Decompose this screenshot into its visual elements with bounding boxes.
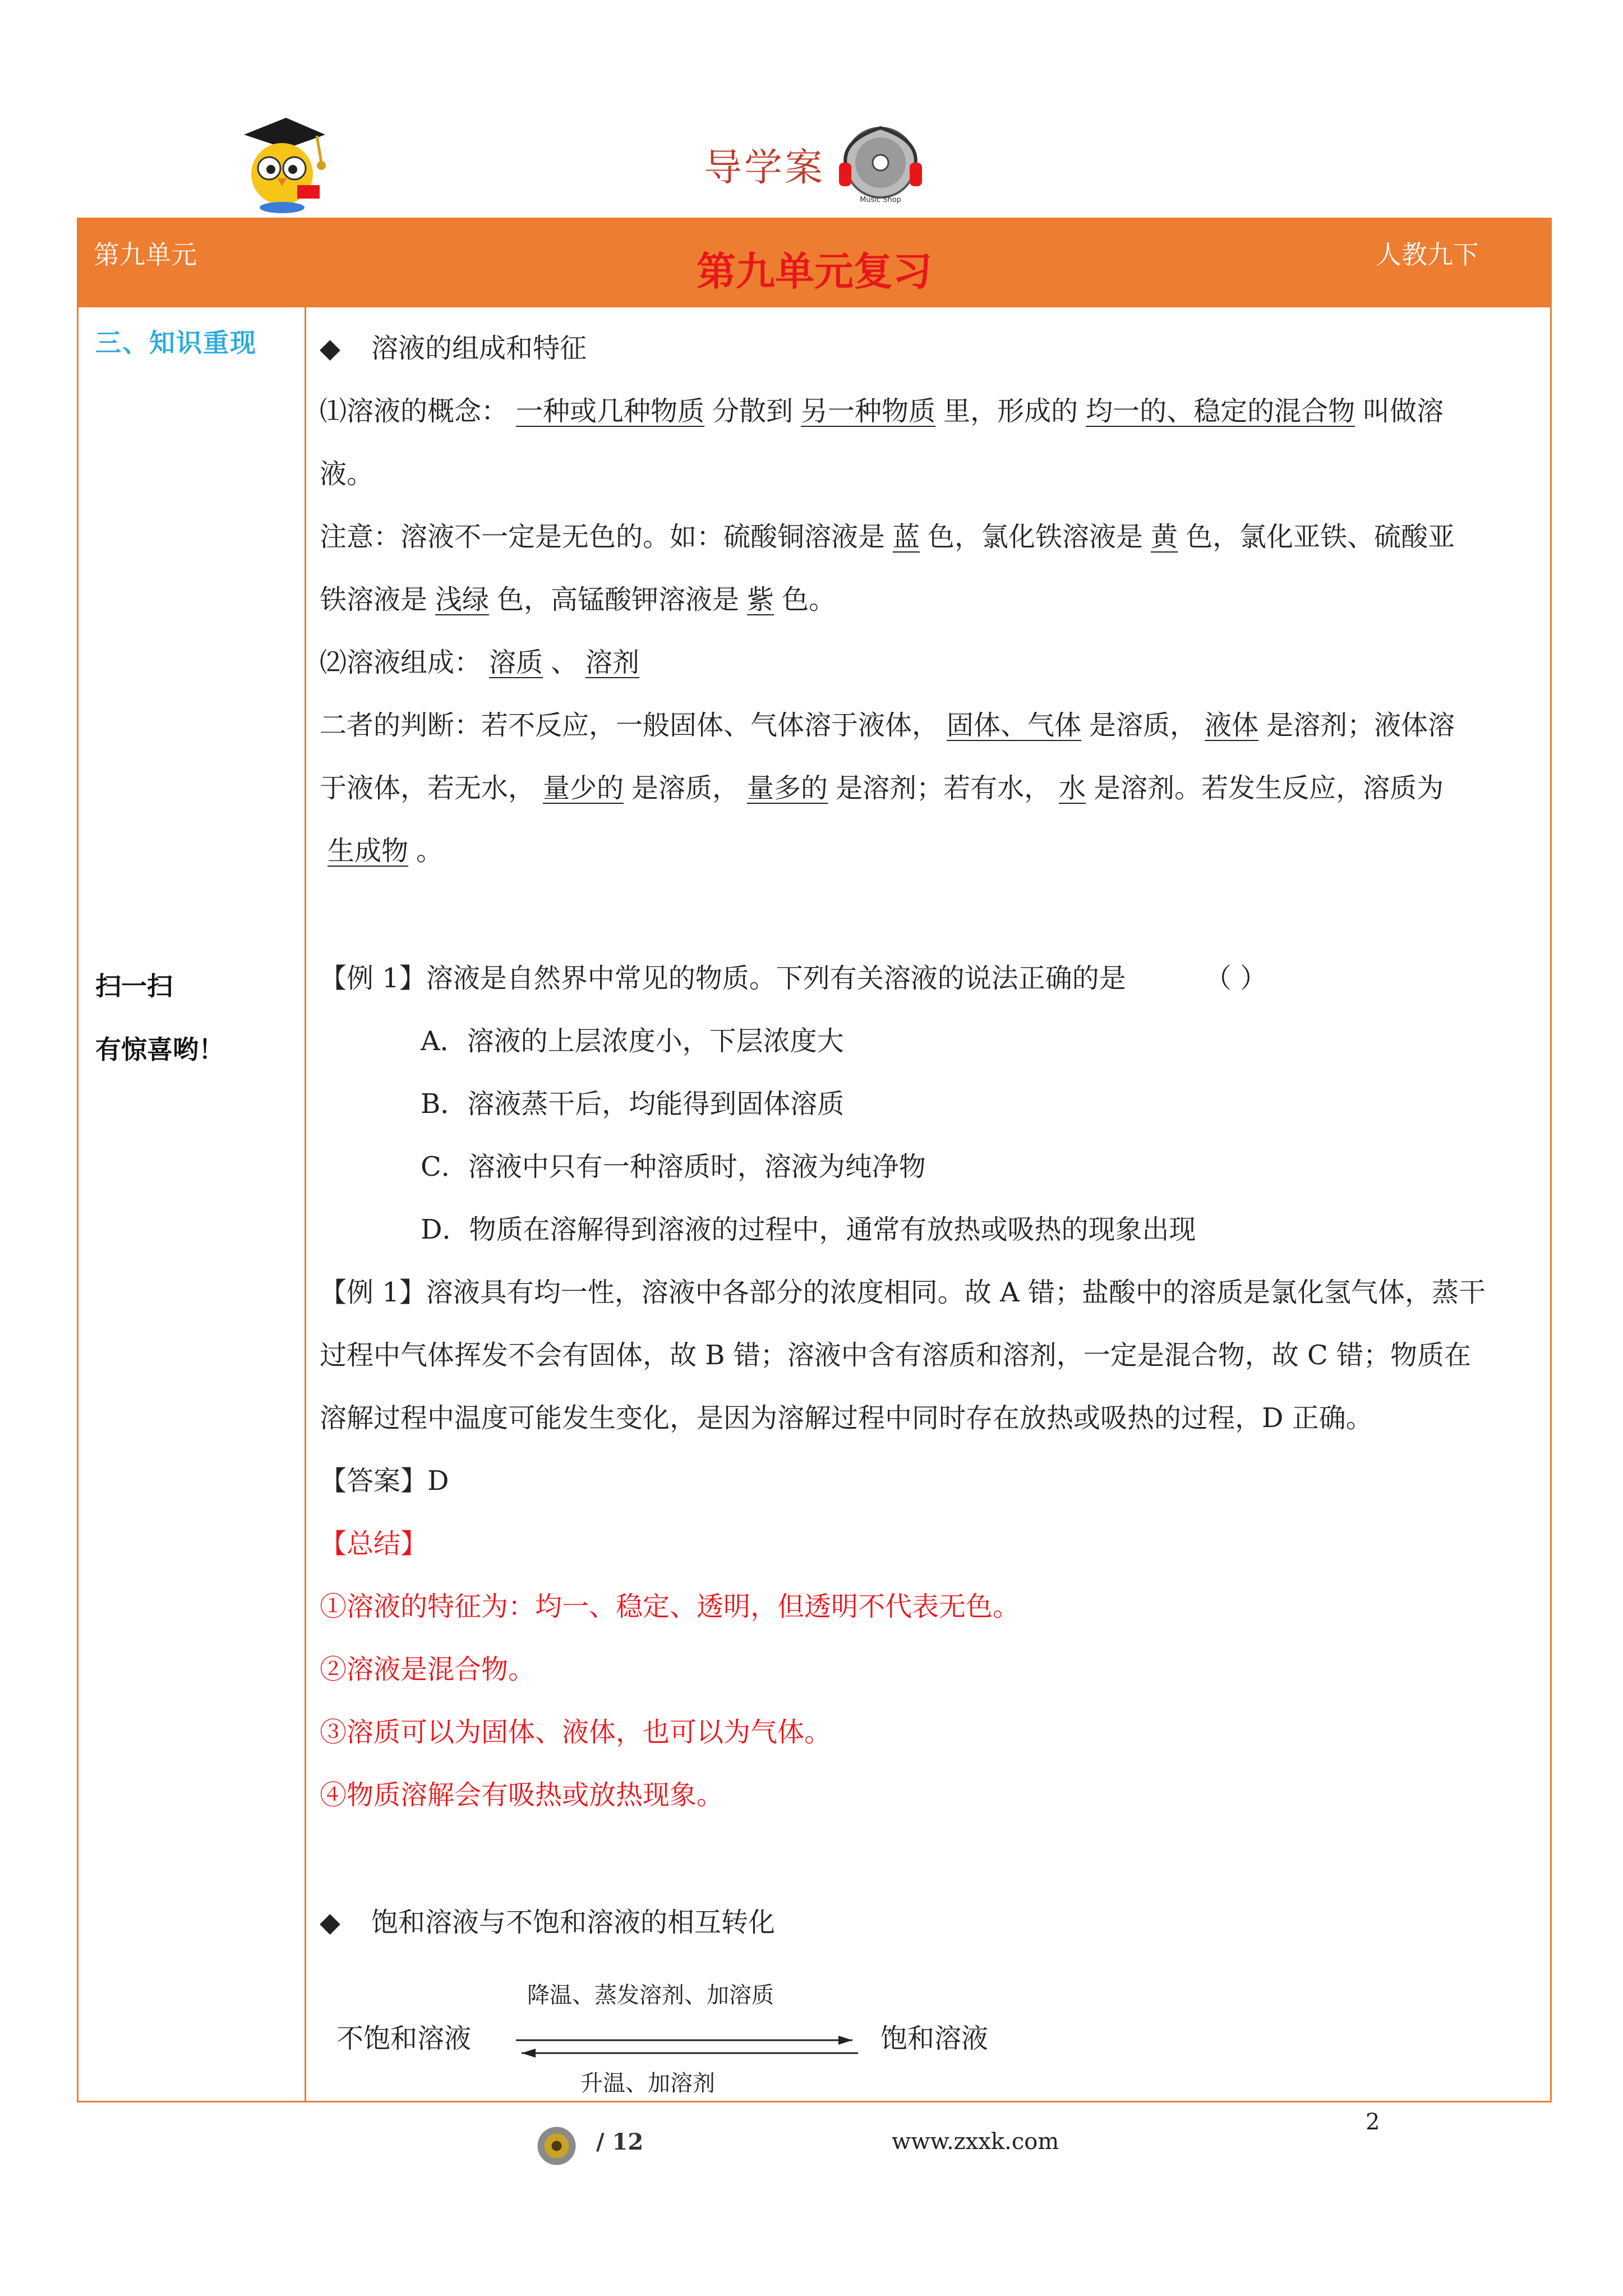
graduate-owl-icon: [233, 112, 328, 213]
page-total: / 12: [596, 2129, 644, 2155]
saturated-solution-label: 饱和溶液: [880, 2023, 989, 2054]
answer-line: 【答案】D: [320, 1465, 449, 1497]
page-number: 2: [1366, 2109, 1380, 2135]
music-disc-icon: [836, 118, 925, 208]
concept-line-end: 液。: [320, 458, 374, 490]
heading-solution-composition: ◆ 溶液的组成和特征: [320, 317, 1545, 380]
unsaturated-solution-label: 不饱和溶液: [336, 2023, 472, 2054]
brand-title: 导学案: [704, 146, 826, 190]
site-url: www.zxxk.com: [892, 2129, 1059, 2155]
judge-line-3: 生成物 。: [328, 835, 444, 867]
concept-line: ⑴溶液的概念： 一种或几种物质 分散到 另一种物质 里，形成的 均一的、稳定的混合物 叫做溶: [320, 395, 1444, 427]
judge-line-2: 于液体，若无水， 量少的 是溶质， 量多的 是溶剂；若有水， 水 是溶剂。若发生反应，溶质为: [320, 772, 1444, 804]
column-divider: [305, 307, 306, 2102]
summary-title: 【总结】: [320, 1528, 428, 1559]
svg-text:Music Shop: Music Shop: [860, 196, 901, 204]
unit-banner: [77, 218, 1552, 307]
page-disc-icon: [536, 2125, 578, 2167]
composition-line: ⑵溶液组成： 溶质 、 溶剂: [320, 647, 640, 678]
option-a: A．溶液的上层浓度小，下层浓度大: [421, 1025, 844, 1057]
arrows-icon: [320, 1969, 1049, 2104]
diamond-bullet-icon: ◆: [320, 333, 340, 364]
section-title: 三、知识重现: [95, 328, 257, 358]
example-question: 【例 1】溶液是自然界中常见的物质。下列有关溶液的说法正确的是 （ ）: [320, 963, 1267, 994]
page-title: 第九单元复习: [697, 248, 932, 295]
page-header: [0, 0, 1623, 213]
note-line-2: 铁溶液是 浅绿 色，高锰酸钾溶液是 紫 色。: [320, 584, 836, 615]
conversion-diagram: [320, 1969, 1049, 2104]
analysis-line-1: 【例 1】溶液具有均一性，溶液中各部分的浓度相同。故 A 错；盐酸中的溶质是氯化氢气体，蒸干: [320, 1277, 1486, 1308]
note-line: 注意：溶液不一定是无色的。如：硫酸铜溶液是 蓝 色，氯化铁溶液是 黄 色，氯化亚铁、硫酸亚: [320, 521, 1455, 553]
main-content: [320, 317, 1545, 1954]
summary-item-1: ①溶液的特征为：均一、稳定、透明，但透明不代表无色。: [320, 1591, 1020, 1622]
scan-prompt: 扫一扫: [95, 971, 173, 1001]
scan-surprise: 有惊喜哟！: [95, 1034, 224, 1065]
summary-item-4: ④物质溶解会有吸热或放热现象。: [320, 1779, 724, 1811]
summary-item-2: ②溶液是混合物。: [320, 1654, 536, 1685]
analysis-line-2: 过程中气体挥发不会有固体，故 B 错；溶液中含有溶质和溶剂，一定是混合物，故 C 错；物质在: [320, 1340, 1472, 1371]
analysis-line-3: 溶解过程中温度可能发生变化，是因为溶解过程中同时存在放热或吸热的过程，D 正确。: [320, 1402, 1373, 1434]
unit-label: 第九单元: [94, 240, 197, 270]
heading-saturation: ◆ 饱和溶液与不饱和溶液的相互转化: [320, 1891, 1545, 1954]
option-b: B．溶液蒸干后，均能得到固体溶质: [421, 1088, 845, 1120]
option-c: C．溶液中只有一种溶质时，溶液为纯净物: [421, 1151, 926, 1182]
option-d: D．物质在溶解得到溶液的过程中，通常有放热或吸热的现象出现: [421, 1214, 1196, 1245]
summary-item-3: ③溶质可以为固体、液体，也可以为气体。: [320, 1717, 832, 1748]
edition-label: 人教九下: [1376, 240, 1479, 270]
forward-condition: 降温、蒸发溶剂、加溶质: [527, 1982, 774, 2008]
diamond-bullet-icon: ◆: [320, 1907, 340, 1938]
reverse-condition: 升温、加溶剂: [580, 2070, 715, 2096]
judge-line: 二者的判断：若不反应，一般固体、气体溶于液体， 固体、气体 是溶质， 液体 是溶剂；液体溶: [320, 710, 1455, 741]
